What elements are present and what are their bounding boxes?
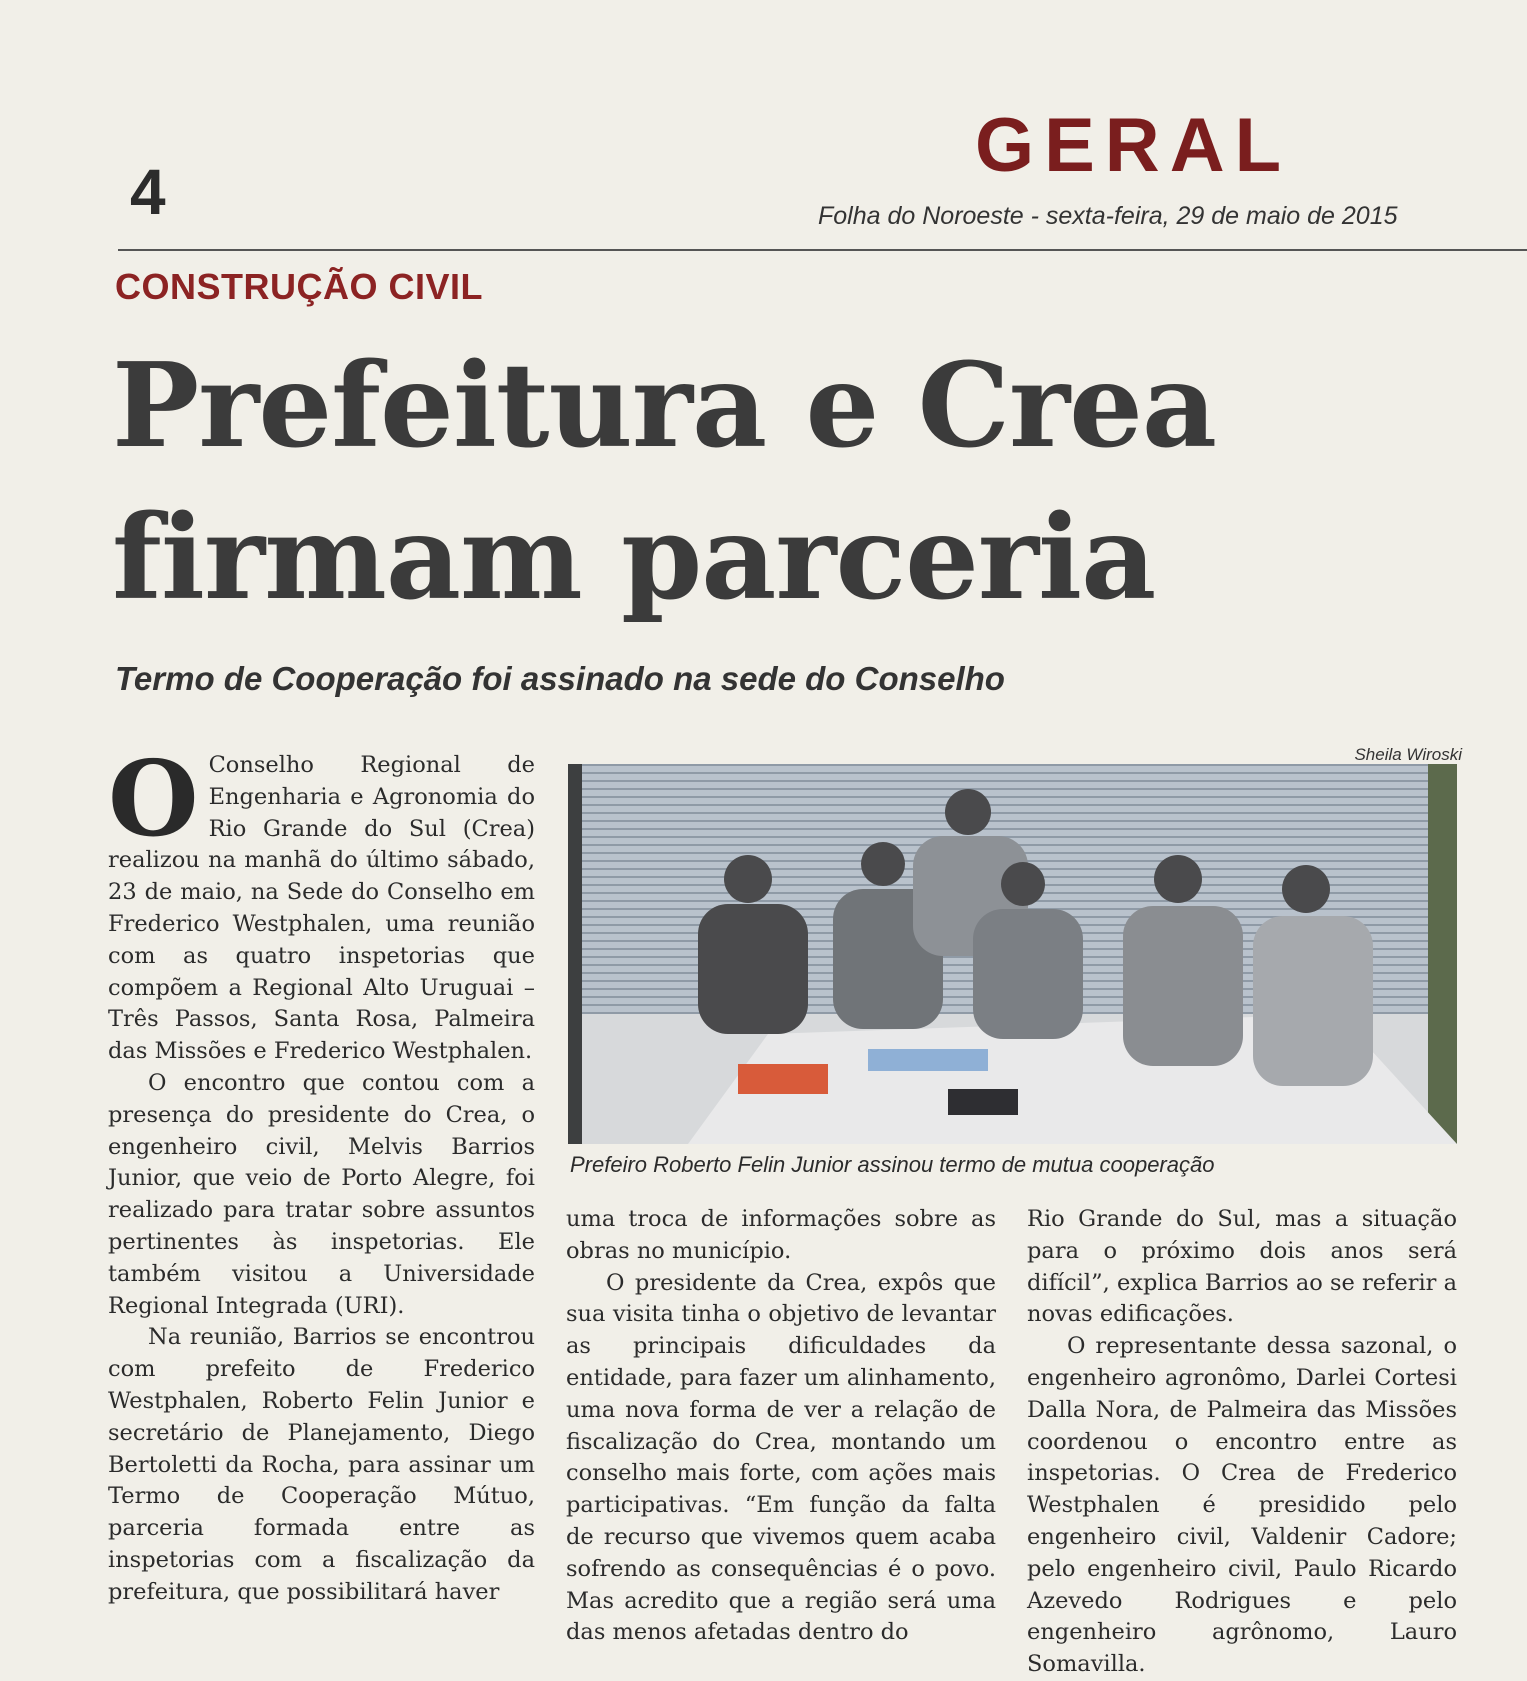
photo-credit: Sheila Wiroski <box>1354 745 1462 764</box>
article-column-1 <box>108 737 535 1609</box>
paragraph-3-continued: uma troca de informações sobre as obras no município. <box>566 1206 996 1264</box>
masthead-date-line: Folha do Noroeste - sexta-feira, 29 de maio de 2015 <box>818 202 1398 230</box>
section-title: GERAL <box>975 103 1291 188</box>
article-column-2 <box>566 1204 996 1649</box>
article-photo <box>568 764 1457 1144</box>
page-number: 4 <box>130 156 166 228</box>
article-headline: Prefeitura e Crea firmam parceria <box>112 338 1217 626</box>
photo-caption: Prefeiro Roberto Felin Junior assinou termo de mutua cooperação <box>570 1152 1215 1177</box>
header-rule <box>118 249 1527 251</box>
article-column-3 <box>1027 1204 1457 1681</box>
paragraph-2: O encontro que contou com a presença do presidente do Crea, o engenheiro civil, Melvis Barrios Junior, que veio de Porto Alegre, foi realizado para tratar sobre assuntos pertinentes às inspetorias. Ele também visitou a Universidade Regional Integrada (URI). <box>108 1069 535 1319</box>
paragraph-4-continued: Rio Grande do Sul, mas a situação para o próximo dois anos será difícil”, explica Barrios ao se referir a novas edificações. <box>1027 1206 1457 1328</box>
article-subheadline: Termo de Cooperação foi assinado na sede do Conselho <box>115 660 1005 697</box>
drop-cap: O <box>108 737 199 860</box>
paragraph-1 <box>108 737 535 1068</box>
paragraph-5: O representante dessa sazonal, o engenheiro agronômo, Darlei Cortesi Dalla Nora, de Palmeira das Missões coordenou o encontro entre as inspetorias. O Crea de Frederico Westphalen é presidido pelo engenheiro civil, Valdenir Cadore; pelo engenheiro civil, Paulo Ricardo Azevedo Rodrigues e pelo engenheiro agrônomo, Lauro Somavilla. <box>1027 1333 1457 1678</box>
article-kicker: CONSTRUÇÃO CIVIL <box>115 266 483 307</box>
paragraph-1-text: Conselho Regional de Engenharia e Agronomia do Rio Grande do Sul (Crea) realizou na manhã do último sábado, 23 de maio, na Sede do Conselho em Frederico Westphalen, uma reunião com as quatro inspetorias que compõem a Regional Alto Uruguai – Três Passos, Santa Rosa, Palmeira das Missões e Frederico Westphalen. <box>108 752 535 1065</box>
meeting-photo-illustration <box>568 764 1457 1144</box>
paragraph-4: O presidente da Crea, expôs que sua visita tinha o objetivo de levantar as principais dificuldades da entidade, para fazer um alinhamento, uma nova forma de ver a relação de fiscalização do Crea, montando um conselho mais forte, com ações mais participativas. “Em função da falta de recurso que vivemos quem acaba sofrendo as consequências é o povo. Mas acredito que a região será uma das menos afetadas dentro do <box>566 1269 996 1646</box>
paragraph-3: Na reunião, Barrios se encontrou com prefeito de Frederico Westphalen, Roberto Felin Junior e secretário de Planejamento, Diego Bertoletti da Rocha, para assinar um Termo de Cooperação Mútuo, parceria formada entre as inspetorias com a fiscalização da prefeitura, que possibilitará haver <box>108 1324 535 1605</box>
